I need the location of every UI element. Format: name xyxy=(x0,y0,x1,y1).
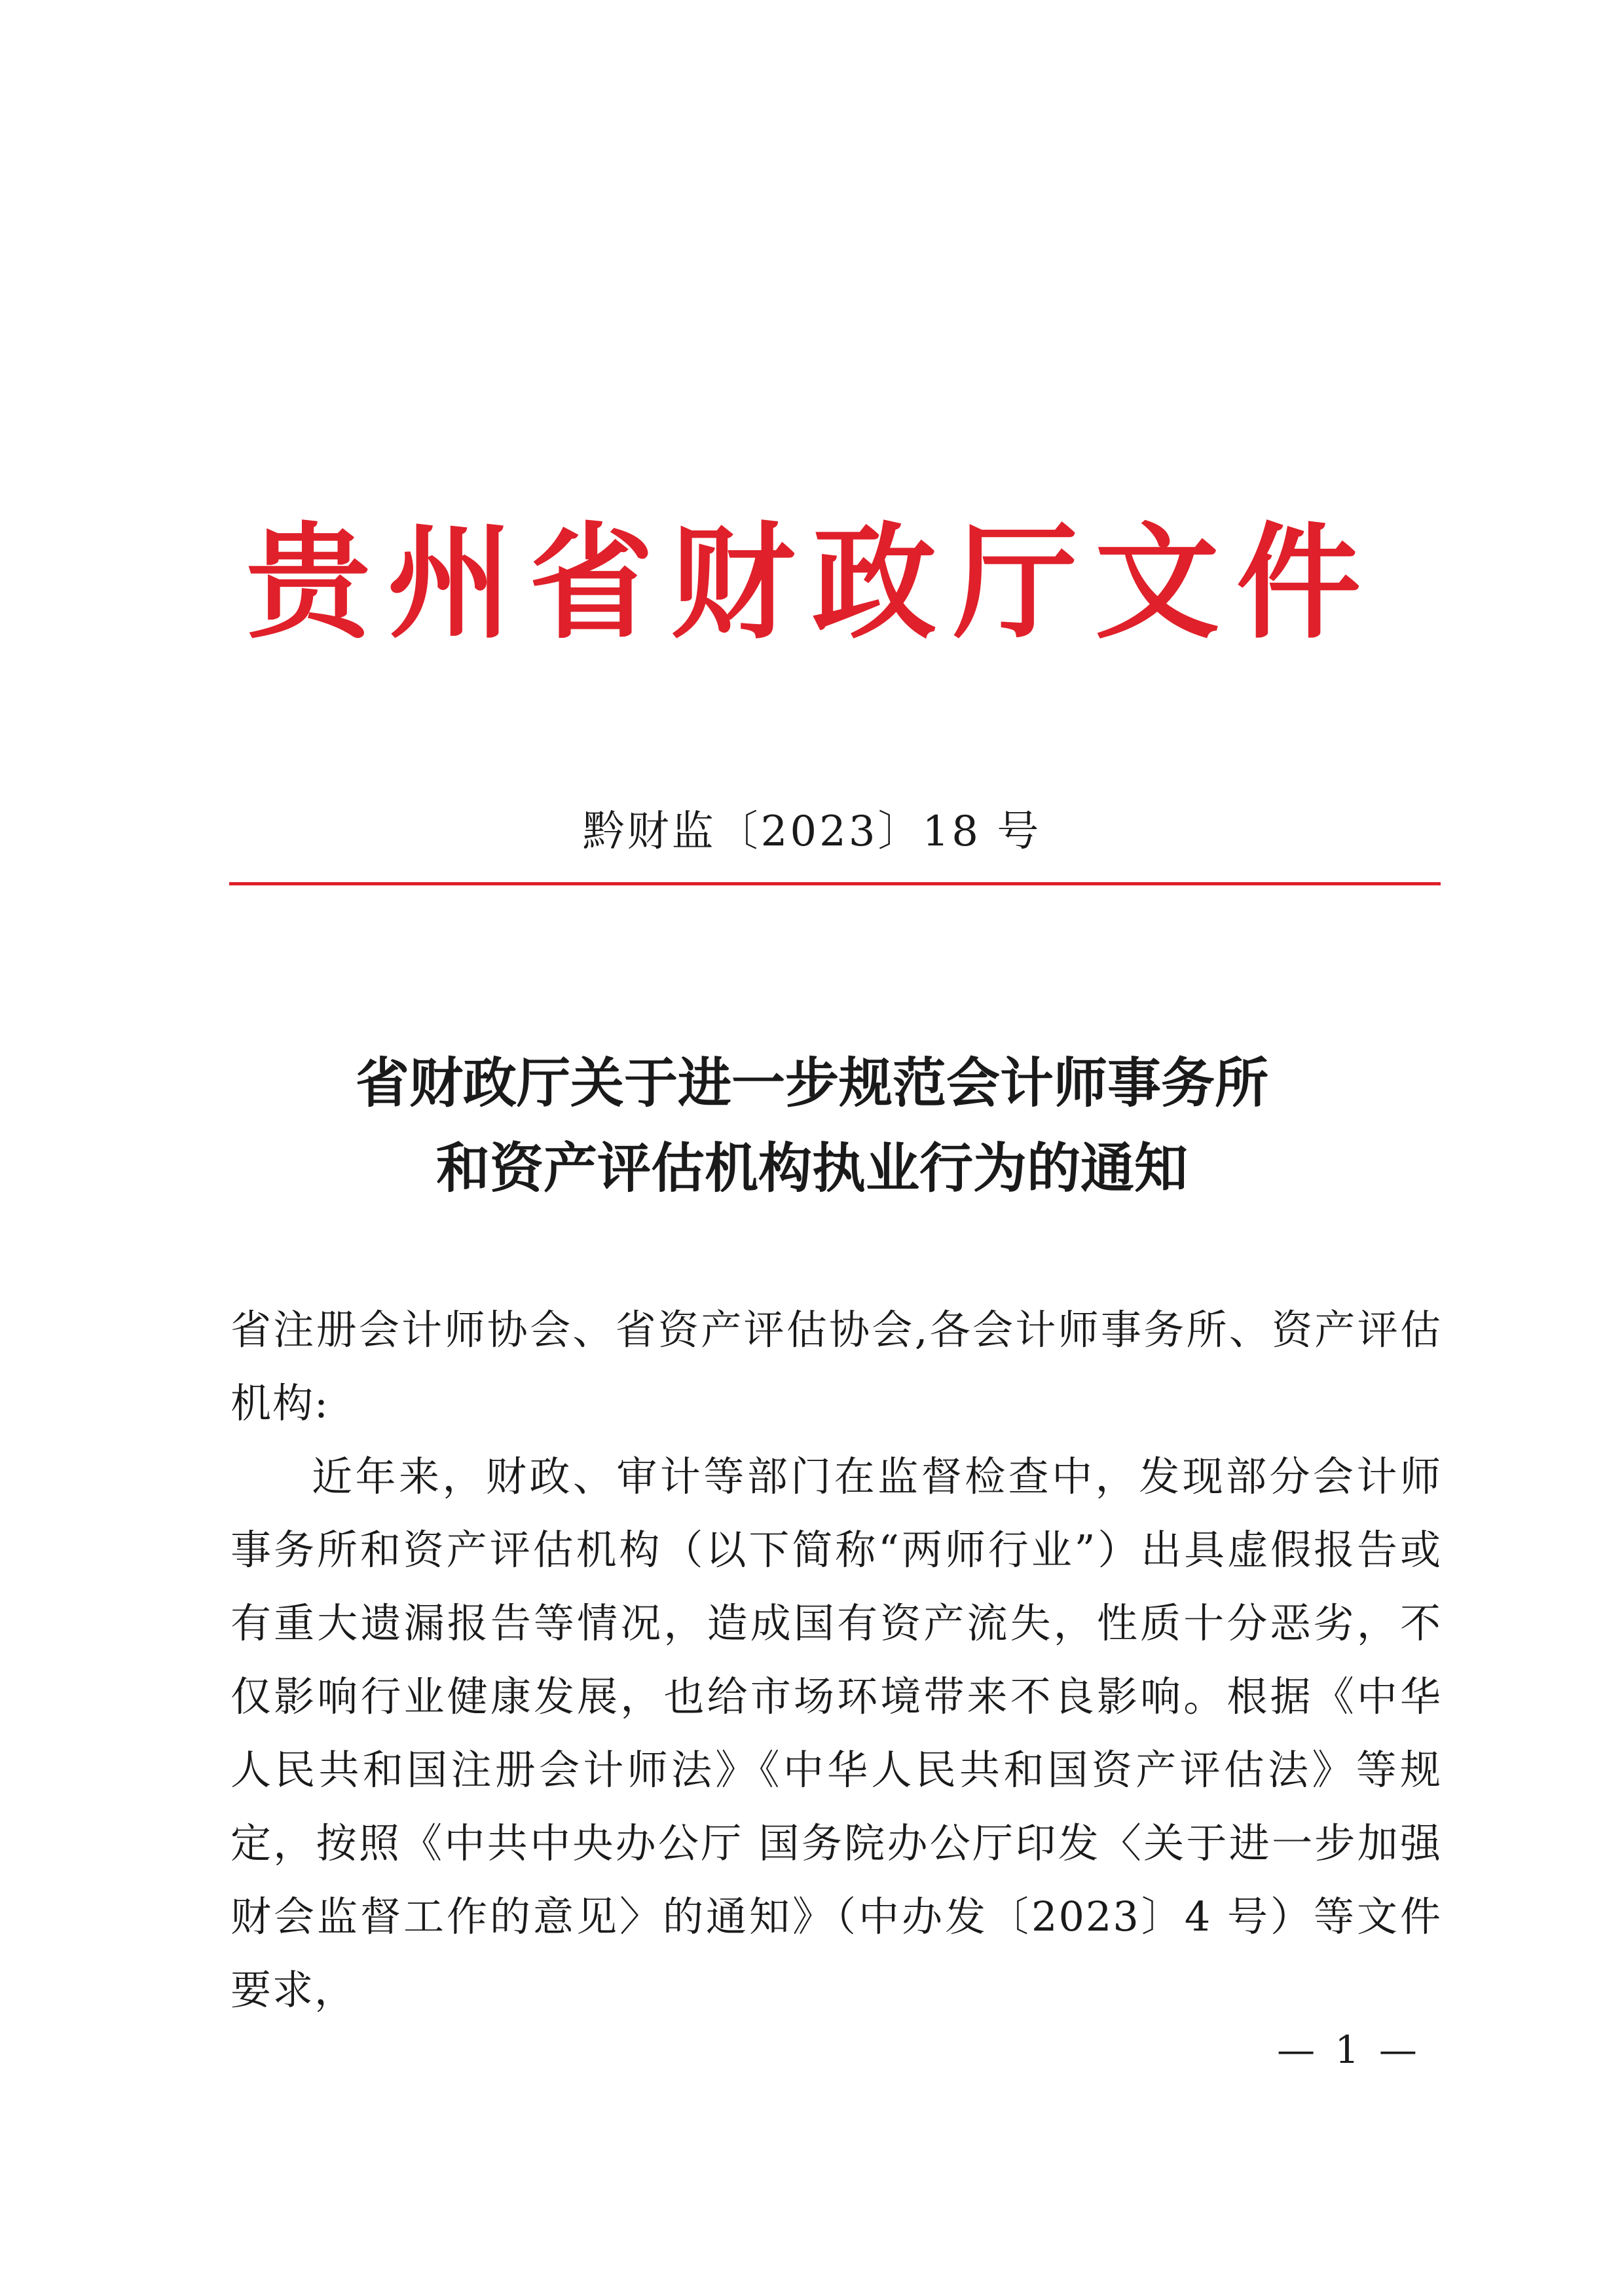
red-divider-line xyxy=(229,882,1441,885)
document-body xyxy=(231,1293,1442,2027)
notice-title xyxy=(0,1041,1624,1212)
body-paragraph-1: 近年来，财政、审计等部门在监督检查中，发现部分会计师事务所和资产评估机构（以下简称“两师行业”）出具虚假报告或有重大遗漏报告等情况，造成国有资产流失，性质十分恶劣，不仅影响行业健康发展，也给市场环境带来不良影响。根据《中华人民共和国注册会计师法》《中华人民共和国资产评估法》等规定，按照《中共中央办公厅 国务院办公厅印发〈关于进一步加强财会监督工作的意见〉的通知》（中办发〔2023〕4 号）等文件要求， xyxy=(231,1453,1442,2014)
document-header-title: 贵州省财政厅文件 xyxy=(246,509,1378,656)
page-number: — 1 — xyxy=(1277,2028,1421,2072)
notice-title-line-1: 省财政厅关于进一步规范会计师事务所 xyxy=(355,1052,1268,1115)
addressee: 省注册会计师协会、省资产评估协会,各会计师事务所、资产评估机构: xyxy=(231,1306,1442,1427)
notice-title-line-2: 和资产评估机构执业行为的通知 xyxy=(435,1138,1188,1200)
document-number: 黔财监〔2023〕18 号 xyxy=(582,807,1042,856)
